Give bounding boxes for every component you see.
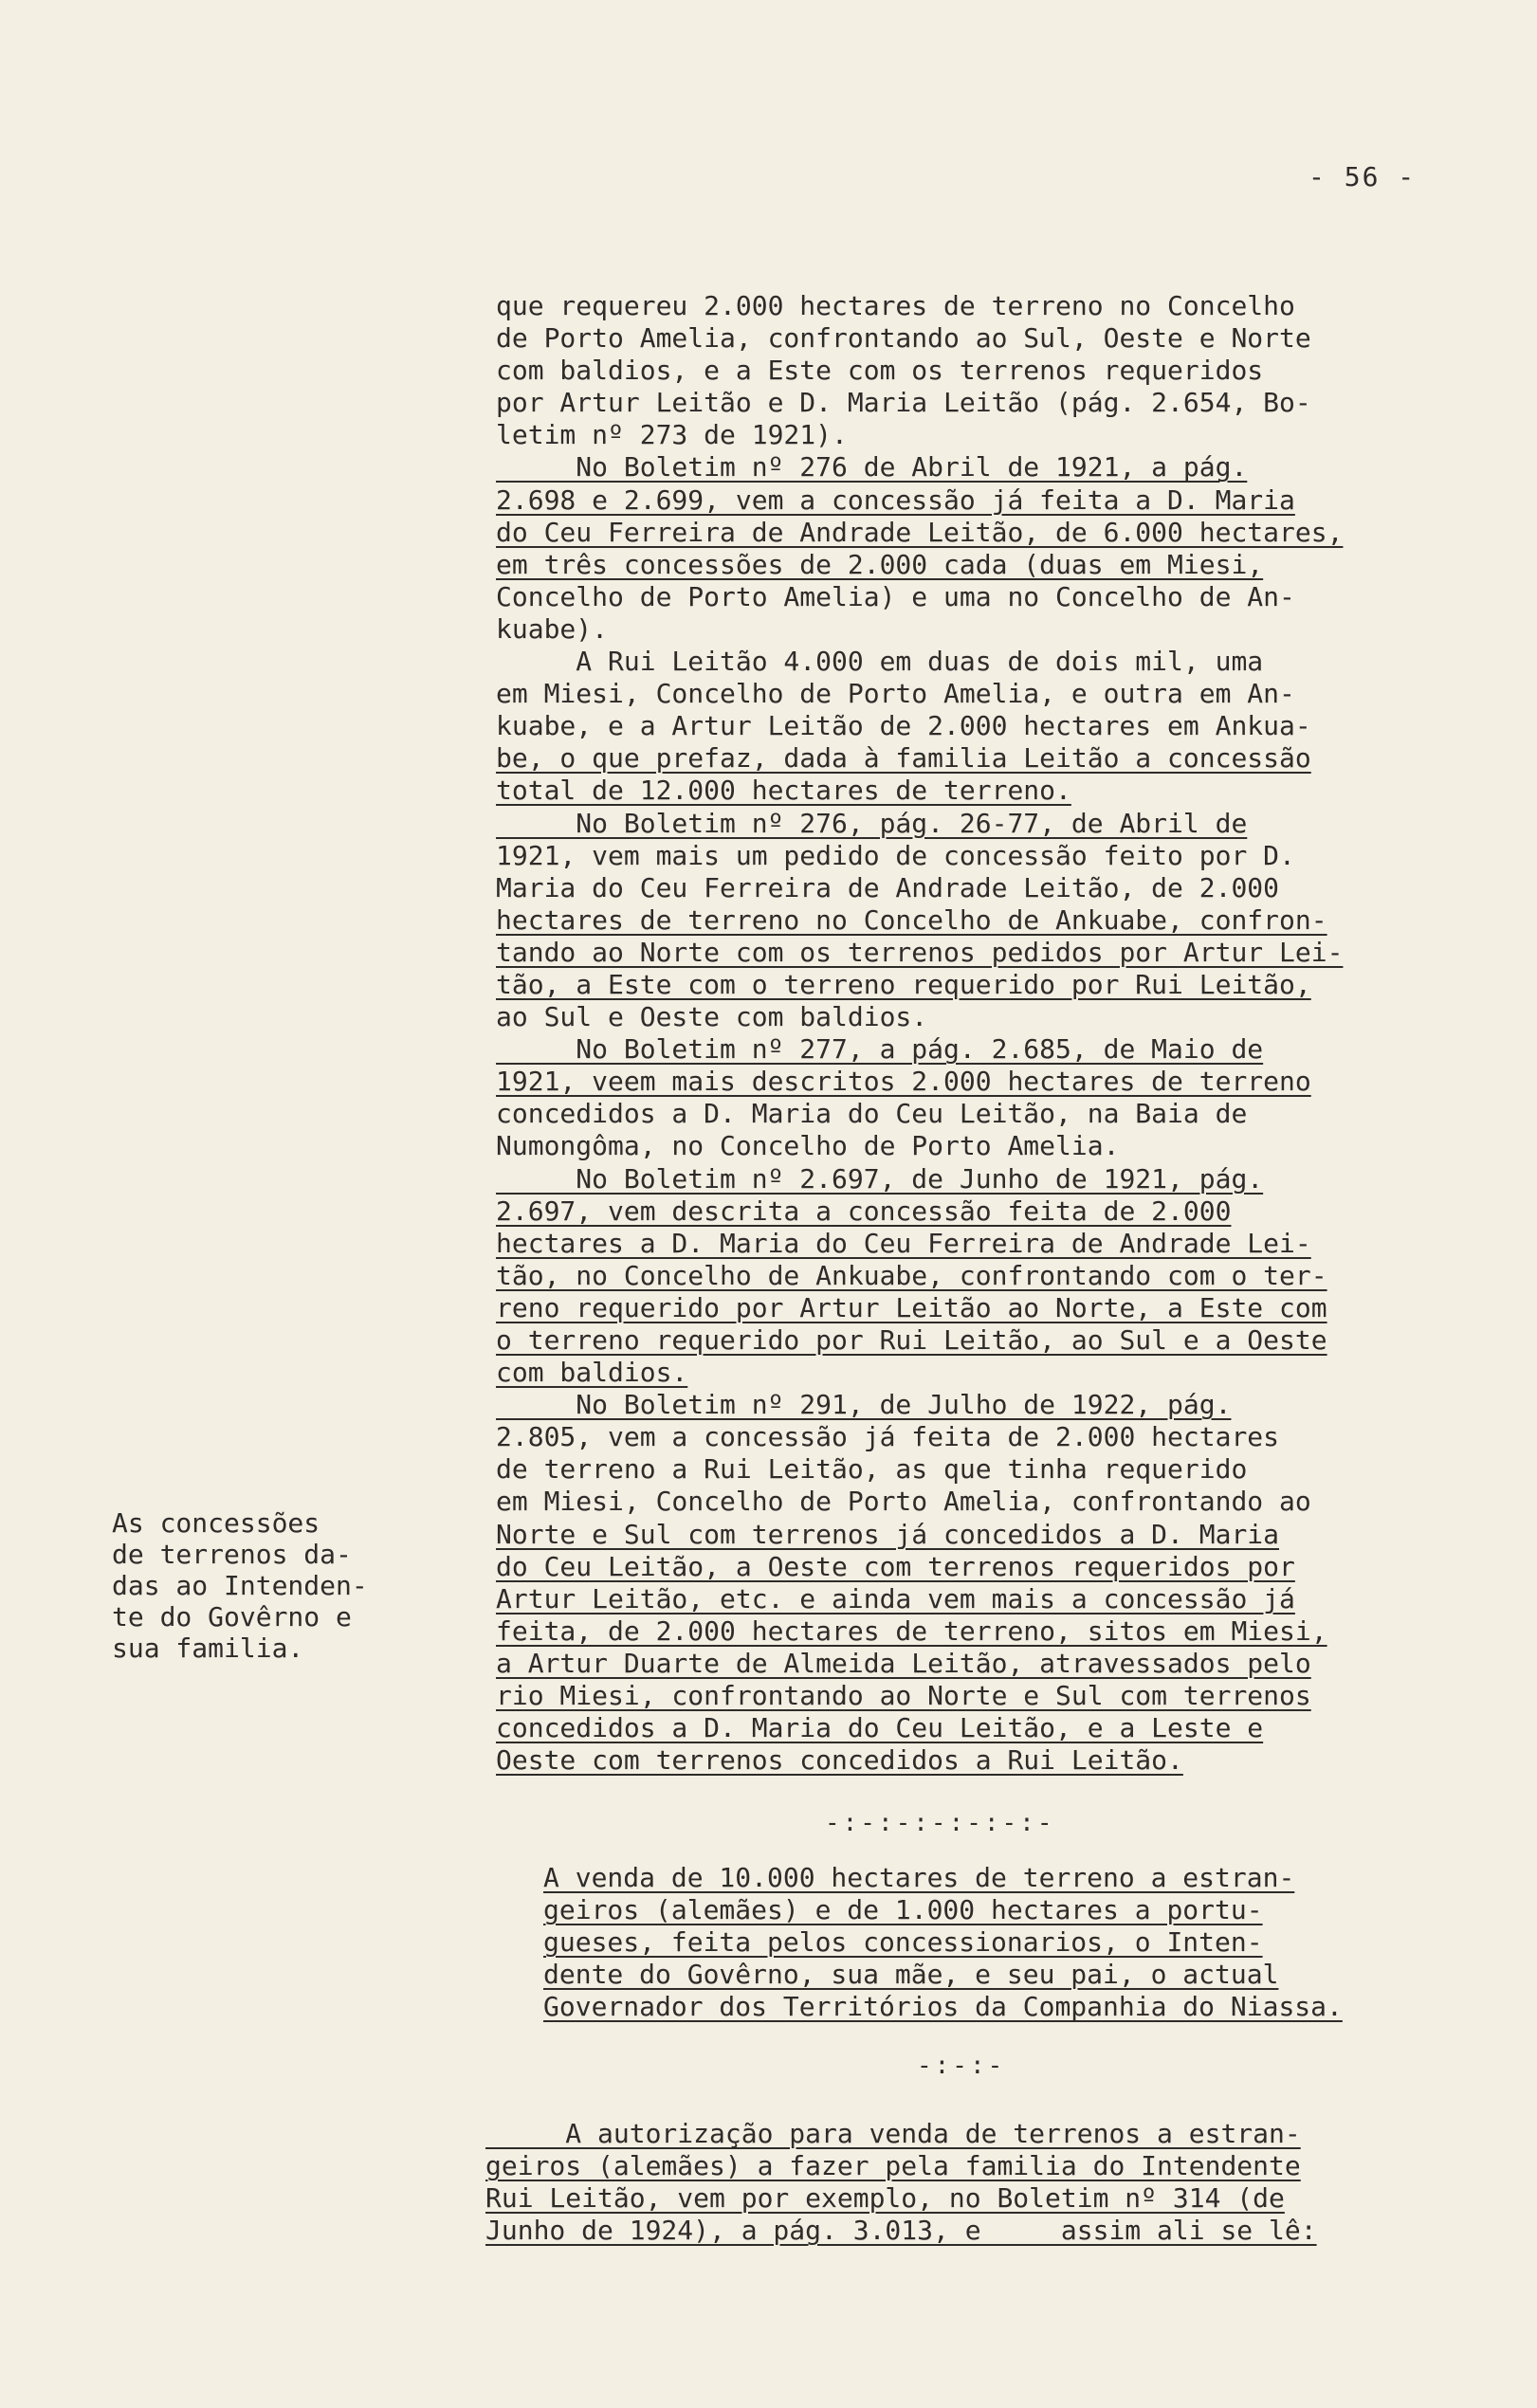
margin-note-line: de terrenos da- bbox=[112, 1539, 352, 1570]
text-line: letim nº 273 de 1921). bbox=[496, 419, 848, 451]
text-line: com baldios, e a Este com os terrenos requeridos bbox=[496, 355, 1264, 387]
text-line: geiros (alemães) a fazer pela familia do Intendente bbox=[485, 2150, 1301, 2182]
text-line: No Boletim nº 277, a pág. 2.685, de Maio de bbox=[496, 1033, 1264, 1066]
text-line: Junho de 1924), a pág. 3.013, e assim ali se lê: bbox=[485, 2215, 1317, 2247]
text-line: o terreno requerido por Rui Leitão, ao Sul e a Oeste bbox=[496, 1324, 1327, 1356]
text-line: A autorização para venda de terrenos a estran- bbox=[485, 2118, 1301, 2149]
margin-note-line: As concessões bbox=[112, 1507, 320, 1539]
text-line: 2.697, vem descrita a concessão feita de 2.000 bbox=[496, 1195, 1232, 1227]
summary-block bbox=[543, 1862, 1510, 2023]
text-line: hectares de terreno no Concelho de Ankuabe, confron- bbox=[496, 903, 1327, 936]
text-line: 1921, vem mais um pedido de concessão feito por D. bbox=[496, 839, 1295, 871]
text-line: de Porto Amelia, confrontando ao Sul, Oeste e Norte bbox=[496, 322, 1311, 355]
text-line: Rui Leitão, vem por exemplo, no Boletim nº 314 (de bbox=[485, 2182, 1285, 2215]
margin-note-line: sua familia. bbox=[112, 1633, 304, 1664]
text-line: tão, a Este com o terreno requerido por Rui Leitão, bbox=[496, 968, 1311, 1000]
text-line: em Miesi, Concelho de Porto Amelia, confrontando ao bbox=[496, 1486, 1311, 1518]
section-separator: -:-:- bbox=[917, 2052, 1006, 2080]
page-number: - 56 - bbox=[1308, 161, 1417, 192]
text-line: Oeste com terrenos concedidos a Rui Leitão. bbox=[496, 1744, 1183, 1777]
margin-note-line: das ao Intenden- bbox=[112, 1570, 368, 1601]
text-line: em Miesi, Concelho de Porto Amelia, e outra em An- bbox=[496, 678, 1295, 710]
text-line: hectares a D. Maria do Ceu Ferreira de Andrade Lei- bbox=[496, 1227, 1311, 1259]
text-line: que requereu 2.000 hectares de terreno no Concelho bbox=[496, 290, 1295, 321]
text-line: total de 12.000 hectares de terreno. bbox=[496, 775, 1071, 807]
text-line: reno requerido por Artur Leitão ao Norte, a Este com bbox=[496, 1291, 1327, 1323]
text-line: 2.805, vem a concessão já feita de 2.000 hectares bbox=[496, 1421, 1280, 1453]
text-line: No Boletim nº 276, pág. 26-77, de Abril de bbox=[496, 807, 1248, 839]
text-line: 2.698 e 2.699, vem a concessão já feita a D. Maria bbox=[496, 483, 1295, 516]
text-line: de terreno a Rui Leitão, as que tinha requerido bbox=[496, 1453, 1248, 1486]
text-line: No Boletim nº 276 de Abril de 1921, a pág. bbox=[496, 451, 1248, 483]
text-line: por Artur Leitão e D. Maria Leitão (pág. 2.654, Bo- bbox=[496, 387, 1311, 419]
closing-block bbox=[485, 2118, 1481, 2247]
text-line: em três concessões de 2.000 cada (duas em Miesi, bbox=[496, 548, 1264, 580]
text-line: dente do Govêrno, sua mãe, e seu pai, o actual bbox=[543, 1959, 1279, 1991]
text-line: a Artur Duarte de Almeida Leitão, atravessados pelo bbox=[496, 1647, 1311, 1679]
text-line: No Boletim nº 291, de Julho de 1922, pág. bbox=[496, 1389, 1232, 1421]
text-line: be, o que prefaz, dada à familia Leitão a concessão bbox=[496, 742, 1311, 775]
text-line: concedidos a D. Maria do Ceu Leitão, na Baia de bbox=[496, 1098, 1248, 1130]
text-line: feita, de 2.000 hectares de terreno, sitos em Miesi, bbox=[496, 1614, 1327, 1647]
margin-note bbox=[112, 1507, 425, 1664]
text-line: Artur Leitão, etc. e ainda vem mais a concessão já bbox=[496, 1582, 1295, 1614]
text-line: tão, no Concelho de Ankuabe, confrontando com o ter- bbox=[496, 1259, 1327, 1291]
text-line: Maria do Ceu Ferreira de Andrade Leitão, de 2.000 bbox=[496, 871, 1280, 903]
section-separator: -:-:-:-:-:-:- bbox=[825, 1809, 1055, 1837]
margin-note-line: te do Govêrno e bbox=[112, 1601, 352, 1633]
text-line: rio Miesi, confrontando ao Norte e Sul com terrenos bbox=[496, 1680, 1311, 1712]
text-line: com baldios. bbox=[496, 1357, 688, 1389]
text-line: tando ao Norte com os terrenos pedidos por Artur Lei- bbox=[496, 936, 1344, 968]
text-line: Concelho de Porto Amelia) e uma no Concelho de An- bbox=[496, 580, 1295, 612]
text-line: A Rui Leitão 4.000 em duas de dois mil, uma bbox=[496, 646, 1264, 678]
text-line: geiros (alemães) e de 1.000 hectares a portu- bbox=[543, 1894, 1263, 1926]
text-line: A venda de 10.000 hectares de terreno a estran- bbox=[543, 1862, 1295, 1893]
text-line: Governador dos Territórios da Companhia do Niassa. bbox=[543, 1991, 1343, 2023]
text-line: gueses, feita pelos concessionarios, o Inten- bbox=[543, 1926, 1263, 1959]
text-line: No Boletim nº 2.697, de Junho de 1921, pág. bbox=[496, 1162, 1264, 1195]
text-line: concedidos a D. Maria do Ceu Leitão, e a Leste e bbox=[496, 1712, 1264, 1744]
text-line: Numongôma, no Concelho de Porto Amelia. bbox=[496, 1130, 1120, 1162]
text-line: 1921, veem mais descritos 2.000 hectares de terreno bbox=[496, 1066, 1311, 1098]
text-line: kuabe, e a Artur Leitão de 2.000 hectares em Ankua- bbox=[496, 710, 1311, 742]
main-text bbox=[496, 290, 1482, 1777]
text-line: do Ceu Ferreira de Andrade Leitão, de 6.000 hectares, bbox=[496, 516, 1344, 548]
text-line: Norte e Sul com terrenos já concedidos a D. Maria bbox=[496, 1518, 1280, 1550]
text-line: kuabe). bbox=[496, 612, 609, 645]
text-line: do Ceu Leitão, a Oeste com terrenos requeridos por bbox=[496, 1550, 1295, 1582]
text-line: ao Sul e Oeste com baldios. bbox=[496, 1001, 928, 1033]
